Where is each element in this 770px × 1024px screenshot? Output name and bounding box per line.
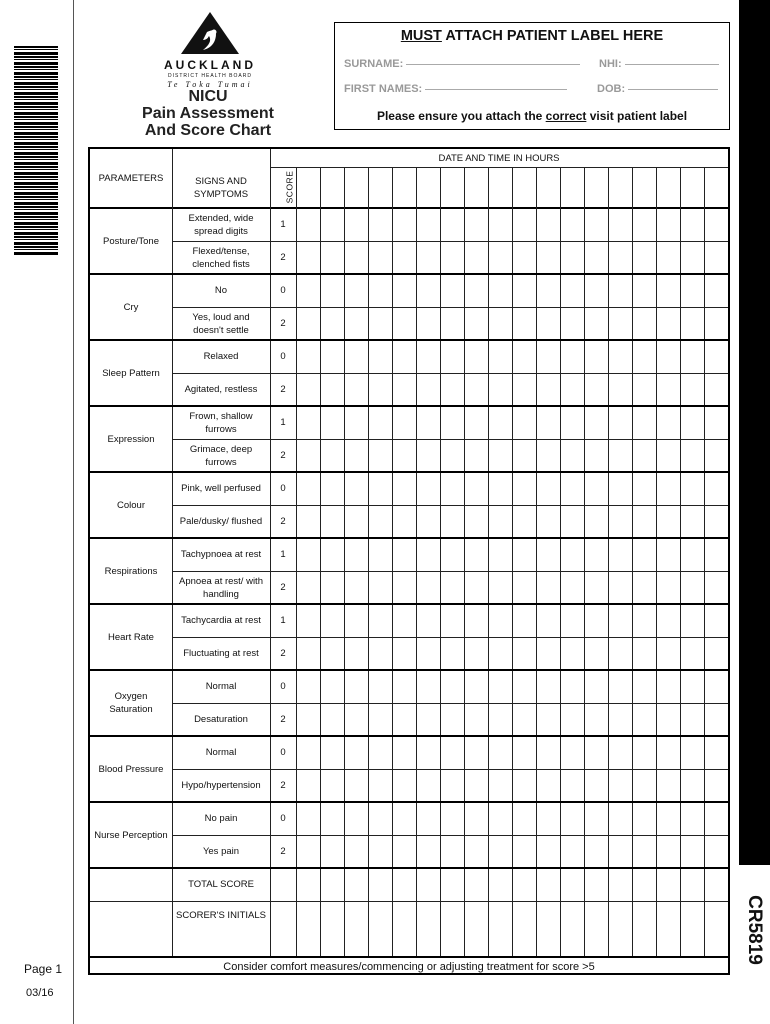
title-line-2: Pain Assessment [142, 105, 274, 122]
score-value: 0 [280, 681, 286, 692]
sign-text: Pale/dusky/ flushed [179, 516, 263, 527]
sign-text: No pain [204, 813, 238, 824]
parameter-name: Sleep Pattern [102, 367, 160, 379]
score-value: 2 [280, 582, 286, 593]
sign-text: Grimace, deep furrows [189, 443, 253, 468]
grid-line [584, 167, 585, 957]
grid-line [512, 167, 513, 957]
sign-text: Yes pain [202, 846, 240, 857]
side-title-letter: C [751, 613, 763, 631]
logo-mark-icon [179, 10, 241, 56]
sign-text: Tachypnoea at rest [180, 549, 262, 560]
side-title-letter: S [751, 287, 762, 305]
score-value: 2 [280, 384, 286, 395]
sign-text: Relaxed [203, 351, 239, 362]
side-vertical-title [745, 114, 769, 709]
side-title-letter: S [751, 306, 762, 324]
page-number: Page 1 [24, 962, 63, 976]
parameter-name: Blood Pressure [98, 763, 164, 775]
score-value: 2 [280, 648, 286, 659]
sign-text: Fluctuating at rest [183, 648, 259, 659]
side-title-letter: S [751, 230, 762, 248]
score-value: 2 [280, 516, 286, 527]
side-title-letter: E [751, 575, 762, 593]
grid-line [440, 167, 441, 957]
side-title-gap [745, 191, 769, 210]
side-title-letter: S [751, 249, 762, 267]
logo-maori-name: Te Toka Tumai [167, 80, 253, 89]
side-title-letter: N [751, 441, 763, 459]
side-title-letter: O [751, 537, 763, 555]
first-names-field[interactable]: FIRST NAMES: [344, 83, 567, 95]
grid-line [368, 167, 369, 957]
score-value: 2 [280, 450, 286, 461]
side-title-letter: C [751, 517, 763, 535]
sign-text: Normal [205, 681, 237, 692]
label-heading: MUST ATTACH PATIENT LABEL HERE [400, 28, 664, 44]
side-title-letter: M [750, 326, 764, 344]
grid-line [416, 167, 417, 957]
logo-name: AUCKLAND [164, 58, 256, 72]
side-title-letter: N [751, 364, 763, 382]
grid-line [680, 167, 681, 957]
form-code: CR5819 [744, 895, 765, 965]
side-title-letter: R [751, 556, 763, 574]
grid-line [488, 167, 489, 957]
side-title-letter: R [751, 671, 763, 689]
logo-subtitle: DISTRICT HEALTH BOARD [168, 73, 252, 79]
parameter-name: Nurse Perception [94, 829, 168, 841]
title-unit: NICU [188, 88, 228, 105]
parameter-name: Respirations [104, 565, 158, 577]
total-score-label: TOTAL SCORE [188, 879, 254, 890]
side-title-letter: H [751, 633, 763, 651]
sign-text: Agitated, restless [184, 384, 258, 395]
side-title-letter: P [751, 115, 762, 132]
side-title-gap [745, 594, 769, 613]
sign-text: Yes, loud and doesn't settle [192, 311, 250, 336]
dob-field[interactable]: DOB: [597, 83, 718, 95]
grid-line [392, 167, 393, 957]
parameter-name: Cry [123, 301, 139, 313]
treatment-guidance-note: Consider comfort measures/commencing or adjusting treatment for score >5 [223, 961, 595, 973]
side-title-letter: D [751, 460, 763, 478]
sign-text: Extended, wide spread digits [188, 212, 254, 237]
parameter-name: Colour [117, 499, 145, 511]
side-title-letter: T [752, 690, 762, 708]
grid-line [656, 167, 657, 957]
auckland-dhb-logo [150, 10, 270, 89]
grid-line [90, 956, 728, 958]
sign-text: Flexed/tense, clenched fists [192, 245, 250, 270]
score-value: 1 [280, 615, 286, 626]
side-title-letter: T [752, 383, 762, 401]
signs-header: SIGNS AND SYMPTOMS [193, 175, 249, 200]
sign-text: No [214, 285, 228, 296]
score-header: SCORE [284, 170, 295, 204]
side-title-letter: S [751, 498, 762, 516]
side-title-letter: I [754, 153, 760, 171]
side-title-letter: A [751, 210, 763, 228]
parameters-header: PARAMETERS [98, 173, 164, 184]
score-value: 2 [280, 846, 286, 857]
grid-line [560, 167, 561, 957]
surname-field[interactable]: SURNAME: [344, 58, 580, 70]
date-time-header: DATE AND TIME IN HOURS [438, 152, 560, 164]
sign-text: Desaturation [194, 714, 248, 725]
score-value: 2 [280, 714, 286, 725]
pain-score-table [88, 147, 730, 975]
side-title-letter: E [751, 345, 762, 363]
score-value: 2 [280, 252, 286, 263]
score-value: 0 [280, 813, 286, 824]
title-line-3: And Score Chart [144, 122, 272, 139]
score-value: 2 [280, 780, 286, 791]
sign-text: Tachycardia at rest [181, 615, 261, 626]
sign-text: Frown, shallow furrows [189, 410, 253, 435]
score-value: 1 [280, 549, 286, 560]
side-title-letter: E [751, 268, 762, 286]
grid-line [608, 167, 609, 957]
parameter-name: Posture/Tone [103, 235, 159, 247]
grid-line [464, 167, 465, 957]
grid-line [536, 167, 537, 957]
side-title-letter: A [751, 652, 763, 670]
grid-line [270, 167, 728, 168]
form-title [120, 88, 296, 139]
sign-text: Hypo/hypertension [181, 780, 261, 791]
sign-text: Normal [205, 747, 237, 758]
form-version: 03/16 [26, 987, 54, 999]
side-title-letter: A [751, 422, 763, 439]
parameter-name: Heart Rate [108, 631, 154, 643]
sign-text: Apnoea at rest/ with handling [179, 575, 263, 600]
grid-line [632, 167, 633, 957]
margin-rule [73, 0, 74, 1024]
grid-line [344, 167, 345, 957]
score-value: 2 [280, 318, 286, 329]
patient-label-area[interactable] [334, 22, 730, 130]
sign-text: Pink, well perfused [181, 483, 261, 494]
parameter-name: Expression [107, 433, 155, 445]
score-value: 0 [280, 351, 286, 362]
side-title-gap [745, 402, 769, 421]
grid-line [320, 167, 321, 957]
score-value: 1 [280, 219, 286, 230]
parameter-name: Oxygen Saturation [109, 691, 153, 715]
score-value: 0 [280, 483, 286, 494]
side-title-letter: N [751, 172, 763, 190]
nhi-field[interactable]: NHI: [599, 58, 719, 70]
barcode [14, 46, 58, 256]
grid-line [704, 167, 705, 957]
score-value: 1 [280, 417, 286, 428]
side-title-gap [745, 479, 769, 498]
grid-line [296, 167, 297, 957]
score-value: 0 [280, 747, 286, 758]
scorers-initials-label: SCORER'S INITIALS [176, 910, 266, 921]
score-value: 0 [280, 285, 286, 296]
label-note: Please ensure you attach the correct visit patient label [376, 109, 688, 123]
side-title-letter: A [751, 134, 763, 152]
